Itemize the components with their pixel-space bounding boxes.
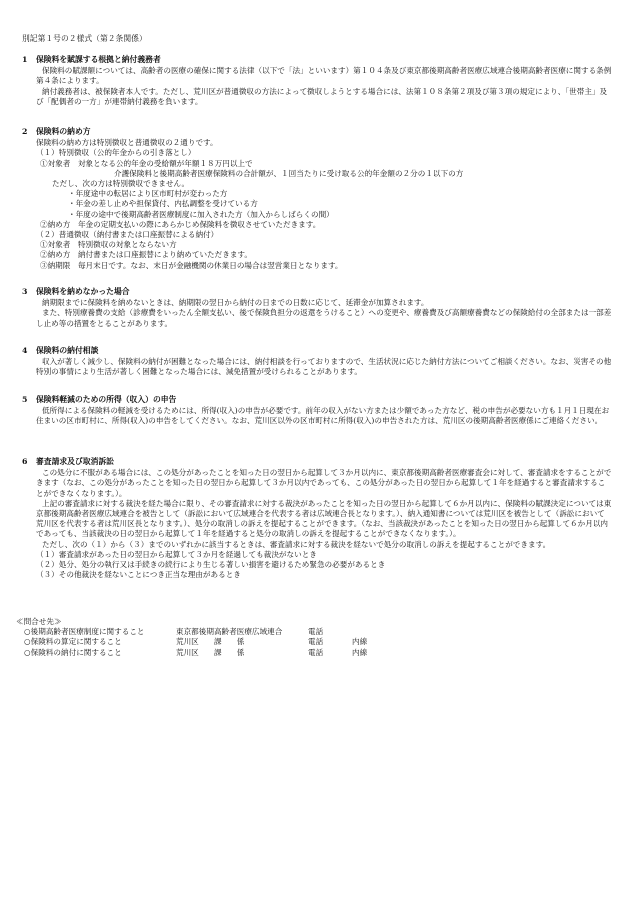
ordinary-collection-target: ①対象者 特別徴収の対象とならない方 [40, 240, 177, 250]
section-3-number: 3 [22, 287, 28, 296]
section-5-paragraph-1: 低所得による保険料の軽減を受けるためには、所得(収入)の申告が必要です。前年の収入がない方または少額であった方など、税の申告が必要ない方も１月１日現在お住まいの区市町村に、所得(収入)の申告をしてください。なお、荒川区以外の区市町村に所得(収入)の申告された方は、荒川区の後期高齢者医療係にご連絡ください。 [36, 406, 610, 426]
section-2 [22, 127, 612, 271]
special-collection-heading: （１）特別徴収（公的年金からの引き落とし） [36, 148, 196, 158]
special-collection-method: ②納め方 年金の定期支払いの際にあらかじめ保険料を徴収させていただきます。 [40, 219, 321, 229]
section-3 [22, 287, 612, 329]
contact-office: 東京都後期高齢者医療広域連合 [176, 627, 283, 637]
contact-extension-label: 内線 [352, 647, 368, 657]
section-6-item-3: （３）その他裁決を経ないことにつき正当な理由があるとき [36, 570, 241, 580]
section-2-intro: 保険料の納め方は特別徴収と普通徴収の２通りです。 [36, 138, 218, 148]
contact-office: 荒川区 課 係 [176, 637, 245, 647]
section-4 [22, 346, 612, 378]
contact-title: ≪問合せ先≫ [16, 617, 62, 626]
special-collection-target-cont: 介護保険料と後期高齢者医療保険料の合計額が、１回当たりに受け取る公的年金額の２分の１以下の方 [114, 168, 464, 178]
section-5-number: 5 [22, 395, 28, 404]
section-6-paragraph-1: この処分に不服がある場合には、この処分があったことを知った日の翌日から起算して３か月以内に、東京都後期高齢者医療審査会に対して、審査請求をすることができます（なお、この処分があったことを知った日の翌日から起算して３か月以内であっても、この処分があった日の翌日から起算して１年を経過すると審査請求することができなくなります。）。 [36, 468, 612, 498]
section-6 [22, 457, 612, 580]
section-4-title: 4 保険料の納付相談 [22, 346, 99, 355]
special-collection-target: ①対象者 対象となる公的年金の受給額が年額１８万円以上で [40, 158, 253, 168]
contact-block [16, 617, 616, 658]
contact-subject: ○後期高齢者医療制度に関すること [24, 627, 145, 637]
section-5-title: 5 保険料軽減のための所得（収入）の申告 [22, 395, 177, 404]
contact-extension-label: 内線 [352, 637, 368, 647]
section-1 [22, 55, 612, 107]
exception-item-2: ・年金の差し止めや担保貸付、内払調整を受けている方 [68, 199, 258, 209]
section-4-paragraph-1: 収入が著しく減少し、保険料の納付が困難となった場合には、納付相談を行っておりますので、生活状況に応じた納付方法についてご相談ください。なお、災害その他特別の事情により生活が著しく困難となった場合には、減免措置が受けられることがあります。 [36, 357, 612, 377]
contact-row [16, 627, 616, 637]
section-6-paragraph-2: 上記の審査請求に対する裁決を経た場合に限り、その審査請求に対する裁決があったことを知った日の翌日から起算して６か月以内に、保険料の賦課決定については東京都後期高齢者医療広域連合を被告として（訴訟において広域連合を代表する者は広域連合長となります。）、納入通知書については荒川区を被告として（訴訟において荒川区を代表する者は荒川区長となります。）、処分の取消しの訴えを提起することができます。（なお、当該裁決があったことを知った日の翌日から起算して６か月以内であっても、当該裁決の日の翌日から起算して１年を経過すると処分の取消しの訴えを提起することができなくなります。）。 [36, 498, 612, 539]
ordinary-collection-method: ②納め方 納付書または口座振替により納めていただきます。 [40, 250, 253, 260]
section-2-number: 2 [22, 127, 28, 136]
section-3-paragraph-2: また、特別療養費の支給（診療費をいったん全額支払い、後で保険負担分の返還をうけること）への変更や、療養費及び高額療養費などの保険給付の全部または一部差し止め等の措置をとることがあります。 [36, 308, 612, 328]
section-4-number: 4 [22, 346, 28, 355]
contact-office: 荒川区 課 係 [176, 647, 245, 657]
exception-item-1: ・年度途中の転居により区市町村が変わった方 [68, 189, 228, 199]
section-1-paragraph-1: 保険料の賦課額については、高齢者の医療の確保に関する法律（以下で「法」といいます）第１０４条及び東京都後期高齢者医療広域連合後期高齢者医療に関する条例第４条によります。 [36, 66, 612, 86]
section-6-item-1: （１）審査請求があった日の翌日から起算して３か月を経過しても裁決がないとき [36, 549, 317, 559]
section-6-title: 6 審査請求及び取消訴訟 [22, 457, 114, 466]
section-3-paragraph-1: 納期限までに保険料を納めないときは、納期限の翌日から納付の日までの日数に応じて、延滞金が加算されます。 [42, 298, 429, 308]
section-1-number: 1 [22, 55, 28, 64]
section-1-title: 1 保険料を賦課する根拠と納付義務者 [22, 55, 161, 64]
exception-item-3: ・年度の途中で後期高齢者医療制度に加入された方（加入からしばらくの間） [68, 209, 334, 219]
contact-subject: ○保険料の算定に関すること [24, 637, 122, 647]
section-6-item-2: （２）処分、処分の執行又は手続きの続行により生じる著しい損害を避けるため緊急の必要があるとき [36, 560, 386, 570]
contact-extension-label [352, 627, 402, 637]
special-collection-exception: ただし、次の方は特別徴収できません。 [52, 179, 190, 189]
contact-subject: ○保険料の納付に関すること [24, 647, 122, 657]
form-header: 別記第１号の２様式（第２条関係） [22, 34, 147, 43]
contact-phone-label: 電話 [308, 627, 324, 637]
contact-phone-label: 電話 [308, 637, 324, 647]
contact-phone-label: 電話 [308, 647, 324, 657]
section-6-number: 6 [22, 457, 28, 466]
ordinary-collection-heading: （２）普通徴収（納付書または口座振替による納付） [36, 230, 219, 240]
contact-row [16, 648, 616, 658]
section-2-title: 2 保険料の納め方 [22, 127, 91, 136]
section-1-paragraph-2: 納付義務者は、被保険者本人です。ただし、荒川区が普通徴収の方法によって徴収しようとする場合には、法第１０８条第２項及び第３項の規定により、「世帯主」及び「配偶者の一方」が連帯納付義務を負います。 [36, 86, 608, 106]
section-6-paragraph-3: ただし、次の（１）から（３）までのいずれかに該当するときは、審査請求に対する裁決を経ないで処分の取消しの訴えを提起することができます。 [42, 539, 551, 549]
section-3-title: 3 保険料を納めなかった場合 [22, 287, 130, 296]
section-5 [22, 395, 612, 427]
ordinary-collection-deadline: ③納期限 毎月末日です。なお、末日が金融機関の休業日の場合は翌営業日となります。 [40, 260, 343, 270]
contact-row [16, 637, 616, 647]
